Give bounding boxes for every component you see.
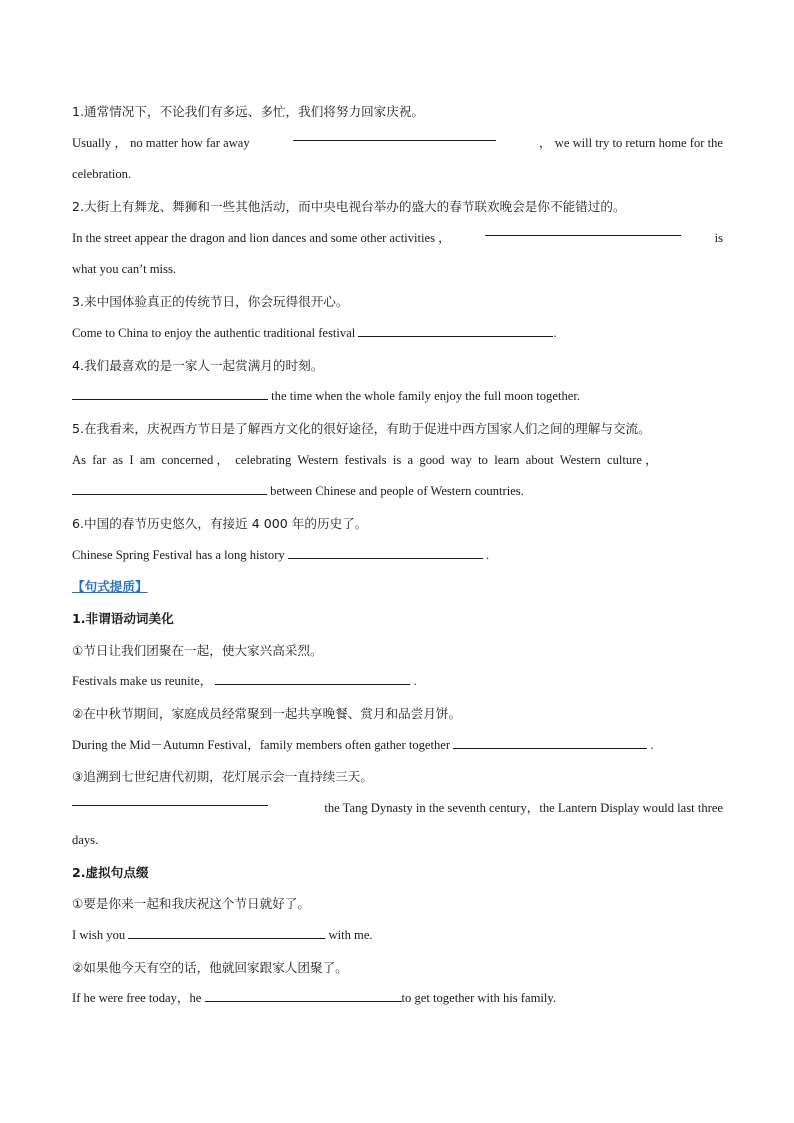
part-2-q2-text-before: If he were free today，he <box>72 991 202 1006</box>
section-tag <box>72 571 723 603</box>
item-1-answer-blank[interactable] <box>293 128 496 141</box>
item-1-text-after: ， we will try to return home for the <box>539 135 723 150</box>
part-1-q3-english-cont: days. <box>72 832 99 847</box>
part-1-q2-text-after: . <box>650 737 654 752</box>
part-2-q2-answer-blank[interactable] <box>205 989 402 1002</box>
part-2-q1-chinese: ①要是你来一起和我庆祝这个节日就好了。 <box>72 896 310 912</box>
item-2-english <box>72 223 723 255</box>
item-5-chinese: 5.在我看来，庆祝西方节日是了解西方文化的很好途径，有助于促进中西方国家人们之间的理解与交流。 <box>72 420 651 436</box>
part-1-q2-text-before: During the Mid－Autumn Festival，family members often gather together <box>72 737 451 752</box>
item-6-text-before: Chinese Spring Festival has a long history <box>72 547 285 562</box>
part-1-q2-english <box>72 730 723 762</box>
part-1-q3-text-after: the Tang Dynasty in the seventh century，the Lantern Display would last three <box>324 801 723 816</box>
item-1-text-before: Usually ， no matter how far away <box>72 135 250 150</box>
item-5-text-after: between Chinese and people of Western countries. <box>270 484 524 499</box>
part-1-q2-answer-blank[interactable] <box>453 736 647 749</box>
part-1-q1-text-after: . <box>413 674 417 689</box>
item-6-chinese: 6.中国的春节历史悠久，有接近 4 000 年的历史了。 <box>72 515 368 531</box>
part-2-q2-chinese: ②如果他今天有空的话，他就回家跟家人团聚了。 <box>72 959 348 975</box>
item-2-text-before: In the street appear the dragon and lion dances and some other activities ， <box>72 230 451 245</box>
part-1-q1-chinese: ①节日让我们团聚在一起，使大家兴高采烈。 <box>72 642 323 658</box>
part-2-q1-text-after: with me. <box>328 927 373 942</box>
item-4-answer-blank[interactable] <box>72 387 268 400</box>
item-2-chinese: 2.大街上有舞龙、舞狮和一些其他活动，而中央电视台举办的盛大的春节联欢晚会是你不能错过的。 <box>72 199 626 215</box>
worksheet-page <box>72 96 723 1015</box>
part-1-q3-answer-blank[interactable] <box>72 793 268 806</box>
item-2-text-after: is <box>714 230 723 245</box>
part-2-q1-text-before: I wish you <box>72 927 126 942</box>
item-3-english <box>72 318 723 350</box>
part-1-q1-text-before: Festivals make us reunite， <box>72 674 213 689</box>
part-1-q1-english <box>72 666 723 698</box>
item-3-text-before: Come to China to enjoy the authentic traditional festival <box>72 325 356 340</box>
item-3-answer-blank[interactable] <box>358 324 553 337</box>
item-1-chinese: 1.通常情况下，不论我们有多远、多忙，我们将努力回家庆祝。 <box>72 104 425 119</box>
part-2-q2-english <box>72 983 723 1015</box>
item-1-english-cont: celebration. <box>72 167 132 182</box>
item-4-english <box>72 381 723 413</box>
item-6-answer-blank[interactable] <box>288 546 483 559</box>
part-2-heading: 2.虚拟句点缀 <box>72 864 149 880</box>
part-1-q2-chinese: ②在中秋节期间，家庭成员经常聚到一起共享晚餐、赏月和品尝月饼。 <box>72 706 462 722</box>
item-4-chinese: 4.我们最喜欢的是一家人一起赏满月的时刻。 <box>72 357 324 373</box>
item-2-english-cont: what you can’t miss. <box>72 262 177 277</box>
item-6-english <box>72 540 723 572</box>
item-5-english-cont <box>72 476 723 508</box>
part-1-heading: 1.非谓语动词美化 <box>72 611 174 626</box>
item-4-text-after: the time when the whole family enjoy the full moon together. <box>271 389 580 404</box>
item-2-answer-blank[interactable] <box>485 223 681 236</box>
item-3-text-after: . <box>553 325 557 340</box>
item-1-english <box>72 128 723 160</box>
section-tag-label: 【句式提质】 <box>72 579 148 595</box>
item-6-text-after: . <box>486 547 490 562</box>
item-3-chinese: 3.来中国体验真正的传统节日，你会玩得很开心。 <box>72 294 349 310</box>
item-5-english: As far as I am concerned ， celebrating Western festivals is a good way to learn about Western culture ， <box>72 452 658 467</box>
part-1-q1-answer-blank[interactable] <box>215 672 410 685</box>
part-2-q1-english <box>72 920 723 952</box>
part-2-q2-text-after: to get together with his family. <box>401 991 557 1006</box>
part-1-q3-english <box>72 793 723 825</box>
part-2-q1-answer-blank[interactable] <box>128 926 325 939</box>
item-5-answer-blank[interactable] <box>72 482 267 495</box>
part-1-q3-chinese: ③追溯到七世纪唐代初期，花灯展示会一直持续三天。 <box>72 769 373 785</box>
